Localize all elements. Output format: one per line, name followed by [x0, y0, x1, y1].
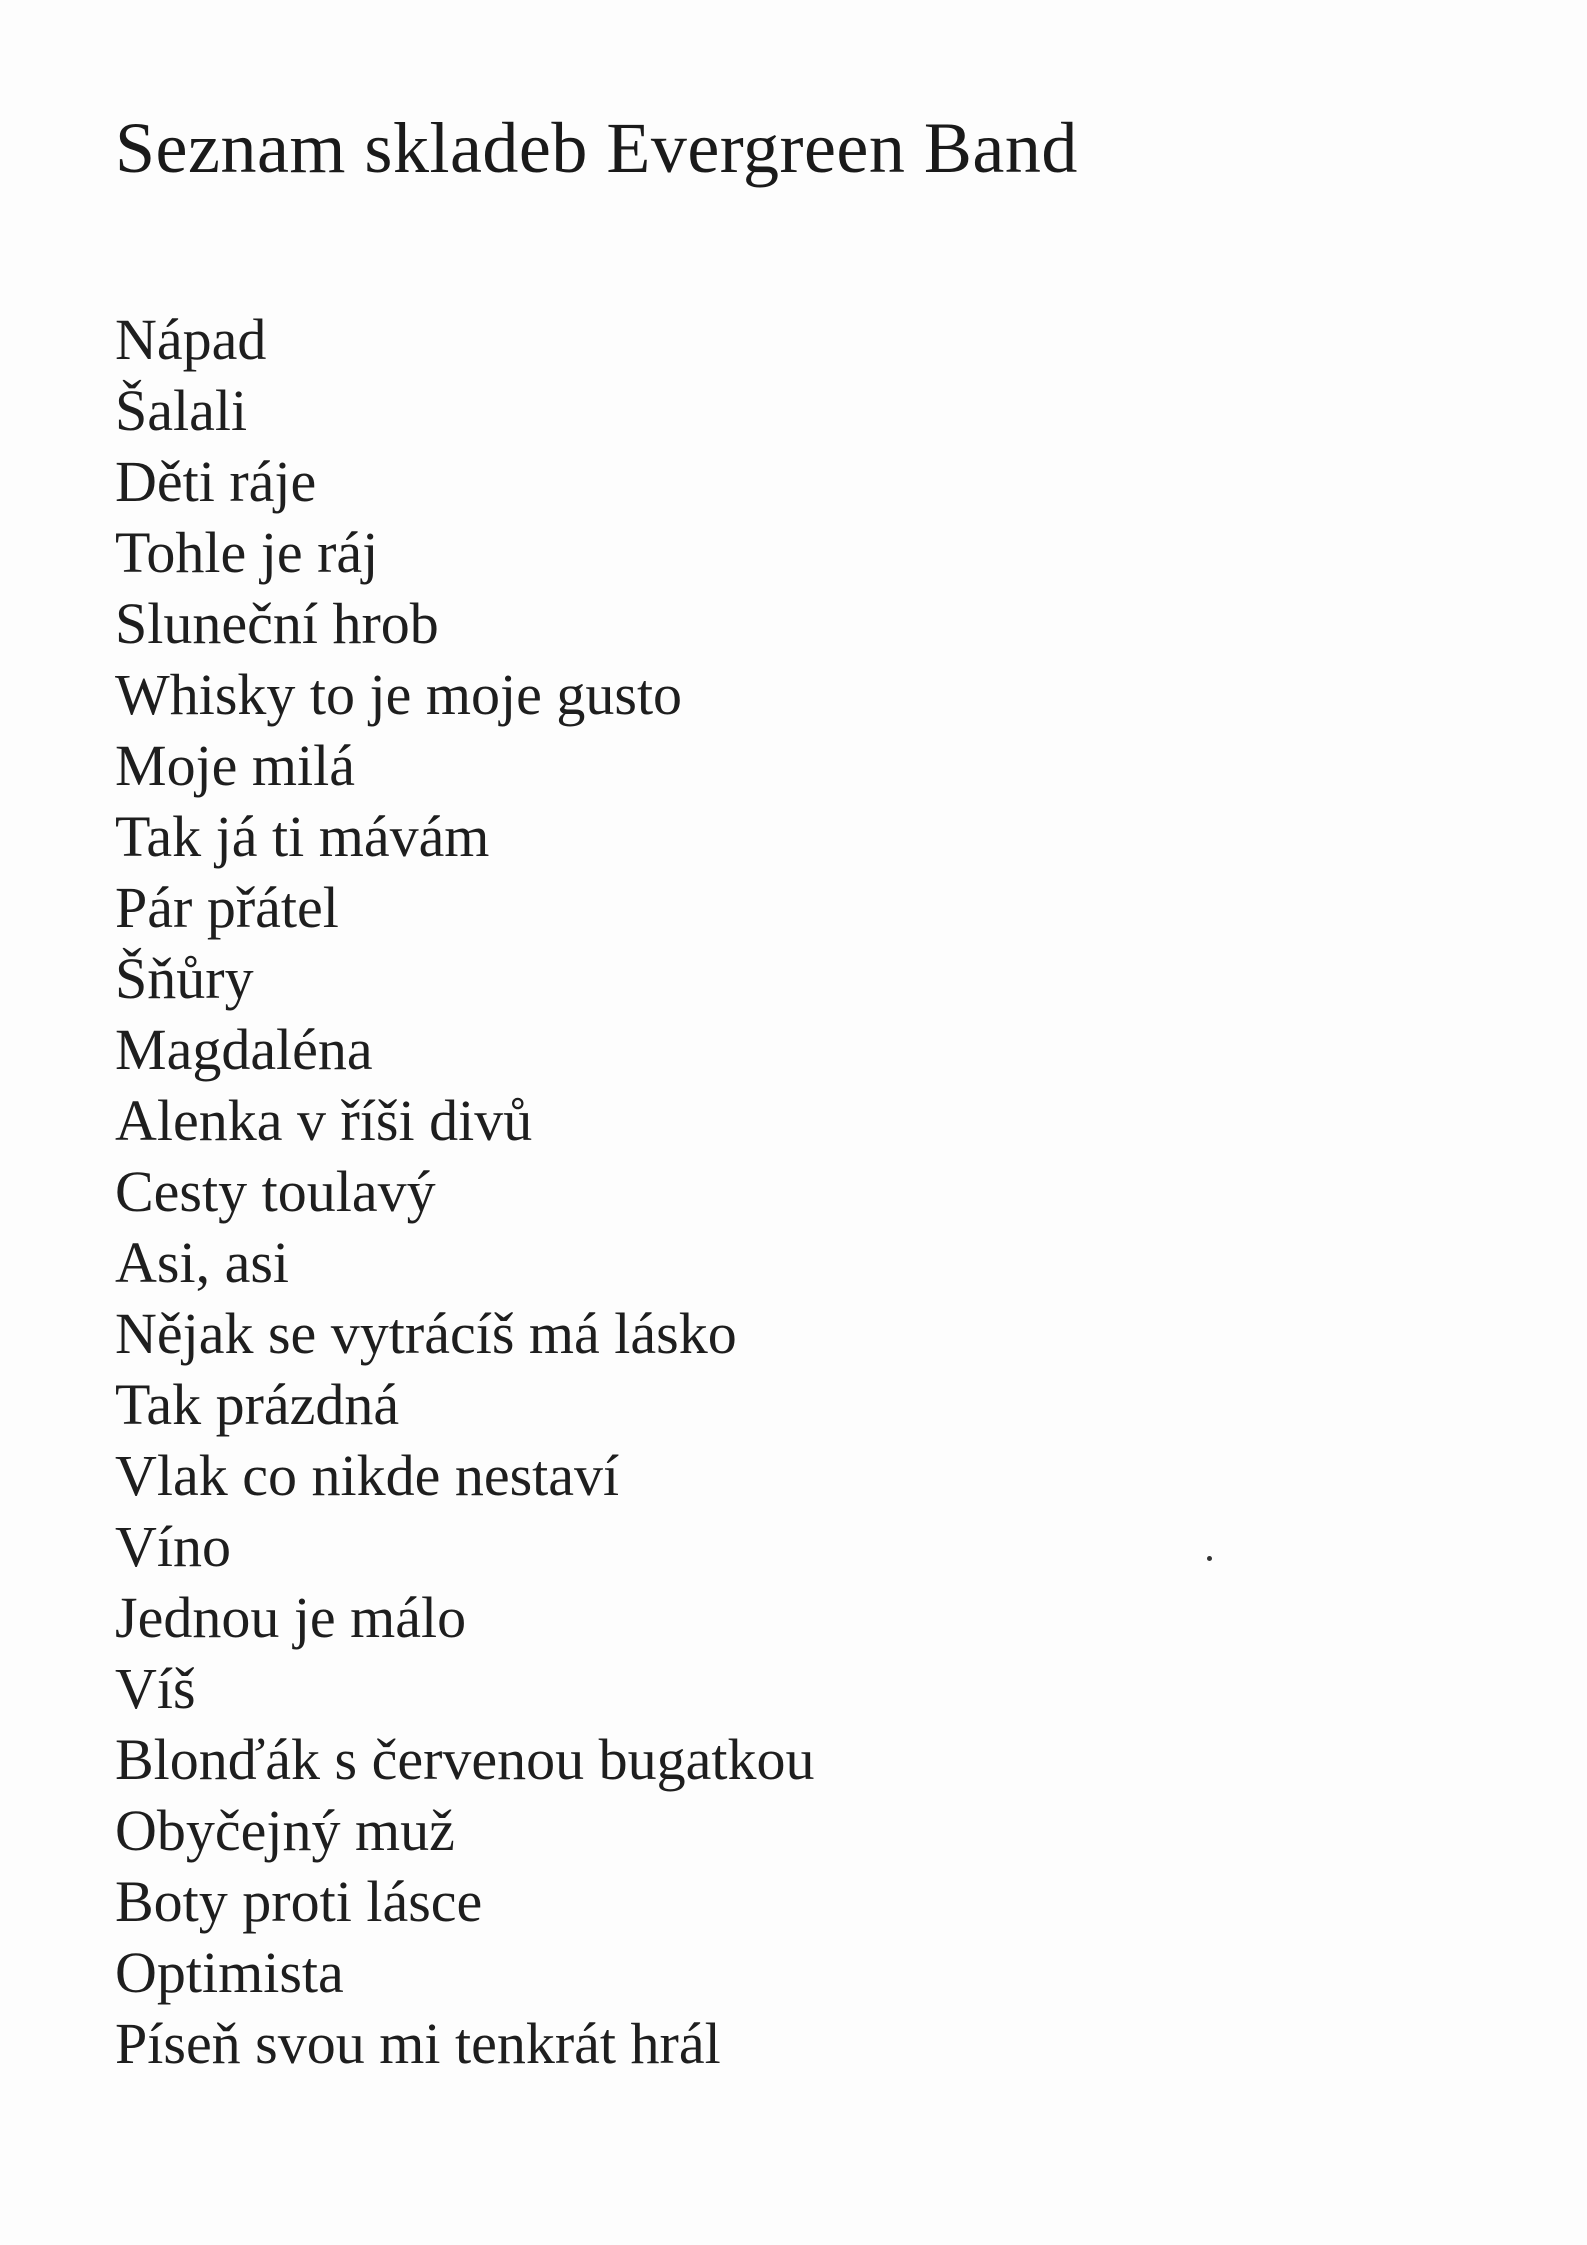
song-item: Nějak se vytrácíš má lásko: [115, 1301, 737, 1366]
song-item: Víno: [115, 1514, 231, 1579]
song-item: Moje milá: [115, 733, 356, 798]
song-item: Děti ráje: [115, 449, 317, 514]
song-list: [115, 304, 815, 2079]
song-item: Tak prázdná: [115, 1372, 400, 1437]
song-item: Jednou je málo: [115, 1585, 467, 1650]
song-item: Šalali: [115, 378, 248, 443]
song-item: Boty proti lásce: [115, 1869, 483, 1934]
song-item: Tak já ti mávám: [115, 804, 490, 869]
page-title: Seznam skladeb Evergreen Band: [115, 108, 1078, 188]
song-item: Sluneční hrob: [115, 591, 439, 656]
song-item: Magdaléna: [115, 1017, 373, 1082]
song-item: Nápad: [115, 307, 267, 372]
song-item: Píseň svou mi tenkrát hrál: [115, 2011, 721, 2076]
song-item: Obyčejný muž: [115, 1798, 455, 1863]
song-item: Pár přátel: [115, 875, 339, 940]
song-item: Cesty toulavý: [115, 1159, 436, 1224]
scan-speck: [1207, 1556, 1212, 1561]
song-item: Šňůry: [115, 946, 254, 1011]
song-item: Optimista: [115, 1940, 344, 2005]
song-item: Vlak co nikde nestaví: [115, 1443, 620, 1508]
song-item: Asi, asi: [115, 1230, 289, 1295]
song-item: Blonďák s červenou bugatkou: [115, 1727, 815, 1792]
song-item: Alenka v říši divů: [115, 1088, 533, 1153]
song-item: Whisky to je moje gusto: [115, 662, 683, 727]
song-item: Víš: [115, 1656, 196, 1721]
song-item: Tohle je ráj: [115, 520, 379, 585]
